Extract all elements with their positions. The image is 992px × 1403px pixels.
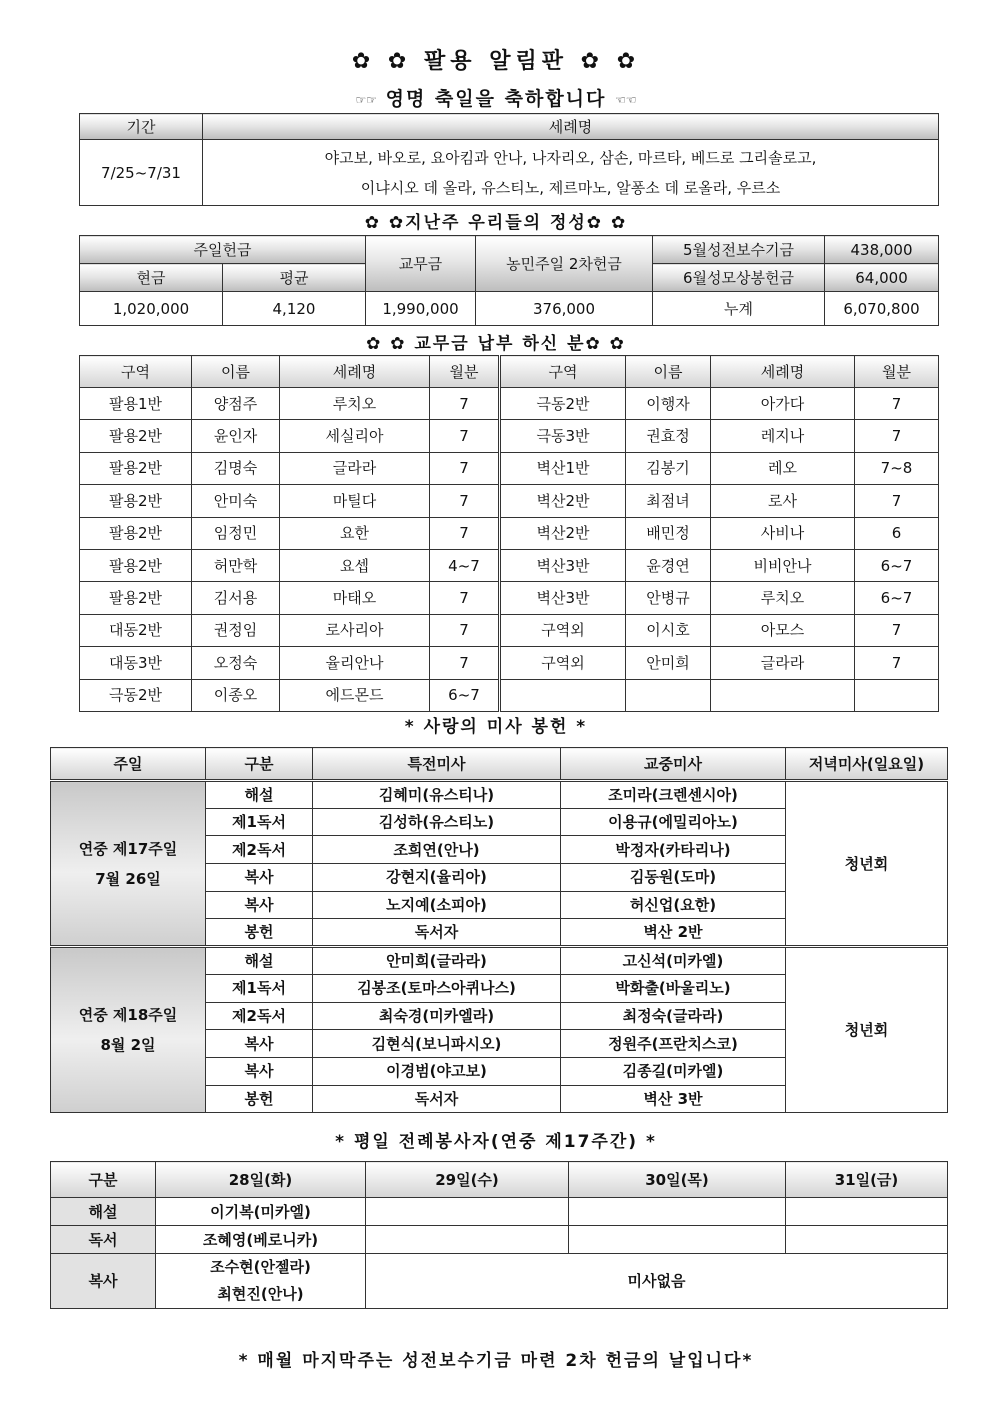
payers-cell: 7 (430, 485, 500, 517)
mass-role: 해설 (206, 781, 313, 809)
page-title: ✿ ✿ 팔용 알림판 ✿ ✿ (351, 49, 641, 74)
payers-cell: 마태오 (280, 582, 430, 614)
footer-note: * 매월 마지막주는 성전보수기금 마련 2차 헌금의 날입니다* (238, 1351, 754, 1371)
payers-cell: 안미숙 (192, 485, 280, 517)
payers-cell: 7 (430, 647, 500, 679)
payers-cell: 7 (855, 614, 939, 646)
sunday-name: 연중 제18주일 (78, 1006, 178, 1025)
weekday-empty (786, 1226, 948, 1254)
mass-role: 복사 (206, 891, 313, 919)
payers-header: 월분 (855, 356, 939, 388)
mass-person: 안미희(글라라) (313, 947, 561, 975)
payers-header: 이름 (192, 356, 280, 388)
payers-header: 이름 (626, 356, 711, 388)
mass-person: 조희연(안나) (313, 836, 561, 864)
payers-row (80, 614, 939, 646)
payers-header: 월분 (430, 356, 500, 388)
mass-person: 노지예(소피아) (313, 891, 561, 919)
payers-cell: 세실리아 (280, 420, 430, 452)
weekday-header: 28일(화) (156, 1162, 366, 1198)
payers-cell: 구역외 (500, 647, 626, 679)
mass-header: 교중미사 (561, 748, 786, 781)
payers-cell: 요한 (280, 517, 430, 549)
payers-row (80, 549, 939, 581)
weekday-header: 구분 (51, 1162, 156, 1198)
payers-cell: 배민정 (626, 517, 711, 549)
payers-row (80, 485, 939, 517)
mass-person: 최숙경(미카엘라) (313, 1002, 561, 1030)
farm-offering-value: 376,000 (476, 292, 653, 326)
payers-row (80, 388, 939, 420)
payers-row (80, 679, 939, 711)
payers-cell: 구역외 (500, 614, 626, 646)
payers-cell: 사비나 (711, 517, 855, 549)
payers-cell: 비비안나 (711, 549, 855, 581)
payers-cell: 마틸다 (280, 485, 430, 517)
mass-role: 봉헌 (206, 1085, 313, 1113)
payers-row (80, 517, 939, 549)
mass-title: * 사랑의 미사 봉헌 * (404, 717, 588, 737)
weekday-empty (366, 1198, 569, 1226)
payers-cell: 허만학 (192, 549, 280, 581)
payers-cell: 안미희 (626, 647, 711, 679)
payers-title: ✿ ✿ 교무금 납부 하신 분✿ ✿ (366, 334, 626, 354)
payers-cell: 로사 (711, 485, 855, 517)
payers-cell: 에드몬드 (280, 679, 430, 711)
total-value: 6,070,800 (825, 292, 939, 326)
payers-cell: 이행자 (626, 388, 711, 420)
payers-cell: 팔용2반 (80, 485, 192, 517)
mass-person: 김동원(도마) (561, 864, 786, 892)
mass-role: 복사 (206, 1057, 313, 1085)
weekday-person-1: 조수현(안젤라) (210, 1258, 311, 1276)
sunday-date: 8월 2일 (100, 1036, 156, 1055)
payers-row (80, 647, 939, 679)
sunday-cell (51, 781, 206, 947)
feast-table (79, 113, 939, 206)
repair-fund-label: 5월성전보수기금 (653, 236, 825, 264)
payers-cell: 요셉 (280, 549, 430, 581)
mass-person: 독서자 (313, 919, 561, 947)
mass-person: 김봉조(토마스아퀴나스) (313, 974, 561, 1002)
weekday-header: 29일(수) (366, 1162, 569, 1198)
payers-header: 세례명 (711, 356, 855, 388)
payers-cell: 극동2반 (80, 679, 192, 711)
payers-cell: 이종오 (192, 679, 280, 711)
mass-row (51, 781, 948, 809)
weekday-person: 조혜영(베로니카) (156, 1226, 366, 1254)
payers-cell: 7 (430, 582, 500, 614)
mass-person: 김혜미(유스티나) (313, 781, 561, 809)
no-mass-note: 미사없음 (366, 1254, 948, 1309)
subtitle (0, 84, 992, 111)
feast-header-period: 기간 (80, 114, 203, 140)
payers-cell: 임정민 (192, 517, 280, 549)
mass-person: 이용규(에밀리아노) (561, 808, 786, 836)
mass-person: 김종길(미카엘) (561, 1057, 786, 1085)
payers-cell: 벽산1반 (500, 452, 626, 484)
weekday-role: 복사 (51, 1254, 156, 1309)
mass-person: 이경범(야고보) (313, 1057, 561, 1085)
mass-table (50, 747, 948, 1113)
payers-cell: 7 (430, 388, 500, 420)
payers-header: 세례명 (280, 356, 430, 388)
offering-table (79, 235, 939, 326)
payers-cell: 로사리아 (280, 614, 430, 646)
mass-role: 복사 (206, 864, 313, 892)
school-fee-label: 교무금 (366, 236, 476, 292)
payers-cell: 김서용 (192, 582, 280, 614)
payers-cell: 7 (430, 517, 500, 549)
farm-offering-label: 농민주일 2차헌금 (476, 236, 653, 292)
payers-cell: 루치오 (711, 582, 855, 614)
payers-cell: 대동3반 (80, 647, 192, 679)
feast-names (203, 140, 939, 206)
evening-mass-cell: 청년회 (786, 947, 948, 1113)
payers-cell: 오정숙 (192, 647, 280, 679)
evening-mass-cell: 청년회 (786, 781, 948, 947)
mass-person: 최정숙(글라라) (561, 1002, 786, 1030)
payers-cell: 윤경연 (626, 549, 711, 581)
payers-cell: 극동2반 (500, 388, 626, 420)
payers-cell: 루치오 (280, 388, 430, 420)
weekday-table (50, 1161, 948, 1309)
weekday-header: 30일(목) (569, 1162, 786, 1198)
mass-header: 특전미사 (313, 748, 561, 781)
payers-cell: 아모스 (711, 614, 855, 646)
payers-header: 구역 (500, 356, 626, 388)
payers-cell: 팔용2반 (80, 549, 192, 581)
repair-fund-value: 438,000 (825, 236, 939, 264)
weekday-person-2: 최현진(안나) (217, 1285, 304, 1303)
payers-cell: 극동3반 (500, 420, 626, 452)
mass-person: 벽산 2반 (561, 919, 786, 947)
feast-header-names: 세례명 (203, 114, 939, 140)
avg-value: 4,120 (223, 292, 366, 326)
weekday-role: 독서 (51, 1226, 156, 1254)
mass-header: 구분 (206, 748, 313, 781)
payers-cell (855, 679, 939, 711)
mass-person: 박정자(카타리나) (561, 836, 786, 864)
hand-right-icon: ☜☜ (615, 92, 637, 107)
weekday-empty (786, 1198, 948, 1226)
payers-cell: 7 (855, 647, 939, 679)
mass-person: 박화출(바울리노) (561, 974, 786, 1002)
payers-cell: 김명숙 (192, 452, 280, 484)
payers-cell: 글라라 (280, 452, 430, 484)
payers-cell: 레오 (711, 452, 855, 484)
payers-row (80, 420, 939, 452)
weekday-header: 31일(금) (786, 1162, 948, 1198)
mass-role: 해설 (206, 947, 313, 975)
weekday-role: 해설 (51, 1198, 156, 1226)
payers-cell: 율리안나 (280, 647, 430, 679)
hand-left-icon: ☞☞ (355, 92, 377, 107)
payers-cell: 김봉기 (626, 452, 711, 484)
payers-cell: 6 (855, 517, 939, 549)
payers-cell: 권효정 (626, 420, 711, 452)
payers-row (80, 582, 939, 614)
payers-cell (711, 679, 855, 711)
weekday-title: * 평일 전례봉사자(연중 제17주간) * (335, 1132, 657, 1152)
payers-cell: 팔용1반 (80, 388, 192, 420)
payers-cell: 7 (430, 420, 500, 452)
payers-cell: 벽산2반 (500, 517, 626, 549)
weekday-person (156, 1254, 366, 1309)
payers-cell: 6~7 (430, 679, 500, 711)
mass-person: 고신석(미카엘) (561, 947, 786, 975)
mass-person: 독서자 (313, 1085, 561, 1113)
payers-cell: 6~7 (855, 582, 939, 614)
mass-person: 벽산 3반 (561, 1085, 786, 1113)
avg-label: 평균 (223, 264, 366, 292)
weekday-empty (569, 1226, 786, 1254)
weekday-empty (569, 1198, 786, 1226)
feast-names-line1: 야고보, 바오로, 요아킴과 안나, 나자리오, 삼손, 마르타, 베드로 그리솔로고, (324, 148, 817, 167)
payers-cell: 7 (430, 452, 500, 484)
payers-cell: 안병규 (626, 582, 711, 614)
sunday-date: 7월 26일 (95, 869, 161, 888)
payers-cell: 팔용2반 (80, 517, 192, 549)
payers-cell: 7 (855, 485, 939, 517)
feast-names-line2: 이냐시오 데 올라, 유스티노, 제르마노, 알퐁소 데 로올라, 우르소 (360, 178, 781, 197)
payers-cell: 팔용2반 (80, 452, 192, 484)
payers-cell: 대동2반 (80, 614, 192, 646)
mass-header: 주일 (51, 748, 206, 781)
payers-cell: 최점녀 (626, 485, 711, 517)
mass-header: 저녁미사(일요일) (786, 748, 948, 781)
payers-header: 구역 (80, 356, 192, 388)
mass-person: 조미라(크렌센시아) (561, 781, 786, 809)
mass-row (51, 947, 948, 975)
payers-cell: 7 (430, 614, 500, 646)
cash-label: 현금 (80, 264, 223, 292)
payers-cell: 7 (855, 420, 939, 452)
mass-person: 허신업(요한) (561, 891, 786, 919)
mass-role: 제2독서 (206, 836, 313, 864)
payers-cell (500, 679, 626, 711)
mass-role: 봉헌 (206, 919, 313, 947)
mary-offering-value: 64,000 (825, 264, 939, 292)
offering-title: ✿ ✿지난주 우리들의 정성✿ ✿ (364, 213, 628, 233)
sunday-cell (51, 947, 206, 1113)
cash-value: 1,020,000 (80, 292, 223, 326)
mass-person: 강현지(율리아) (313, 864, 561, 892)
total-label: 누계 (653, 292, 825, 326)
mass-role: 복사 (206, 1030, 313, 1058)
weekday-person: 이기복(미카엘) (156, 1198, 366, 1226)
weekday-empty (366, 1226, 569, 1254)
payers-row (80, 452, 939, 484)
payers-cell: 아가다 (711, 388, 855, 420)
payers-cell: 팔용2반 (80, 582, 192, 614)
payers-cell: 윤인자 (192, 420, 280, 452)
school-fee-value: 1,990,000 (366, 292, 476, 326)
mass-role: 제1독서 (206, 974, 313, 1002)
payers-cell: 레지나 (711, 420, 855, 452)
sunday-name: 연중 제17주일 (78, 839, 178, 858)
mass-person: 김현식(보니파시오) (313, 1030, 561, 1058)
payers-cell: 팔용2반 (80, 420, 192, 452)
mass-role: 제2독서 (206, 1002, 313, 1030)
payers-cell: 양점주 (192, 388, 280, 420)
payers-cell: 벽산3반 (500, 582, 626, 614)
payers-cell: 7~8 (855, 452, 939, 484)
payers-cell: 이시호 (626, 614, 711, 646)
payers-cell: 글라라 (711, 647, 855, 679)
mass-person: 김성하(유스티노) (313, 808, 561, 836)
payers-cell: 벽산2반 (500, 485, 626, 517)
subtitle-text: 영명 축일을 축하합니다 (385, 88, 607, 110)
payers-cell: 6~7 (855, 549, 939, 581)
payers-cell: 7 (855, 388, 939, 420)
mass-role: 제1독서 (206, 808, 313, 836)
feast-period: 7/25~7/31 (80, 140, 203, 206)
payers-cell: 4~7 (430, 549, 500, 581)
sunday-offering-label: 주일헌금 (80, 236, 366, 264)
payers-cell: 권정임 (192, 614, 280, 646)
mary-offering-label: 6월성모상봉헌금 (653, 264, 825, 292)
payers-cell: 벽산3반 (500, 549, 626, 581)
payers-table (79, 355, 939, 712)
payers-cell (626, 679, 711, 711)
mass-person: 정원주(프란치스코) (561, 1030, 786, 1058)
